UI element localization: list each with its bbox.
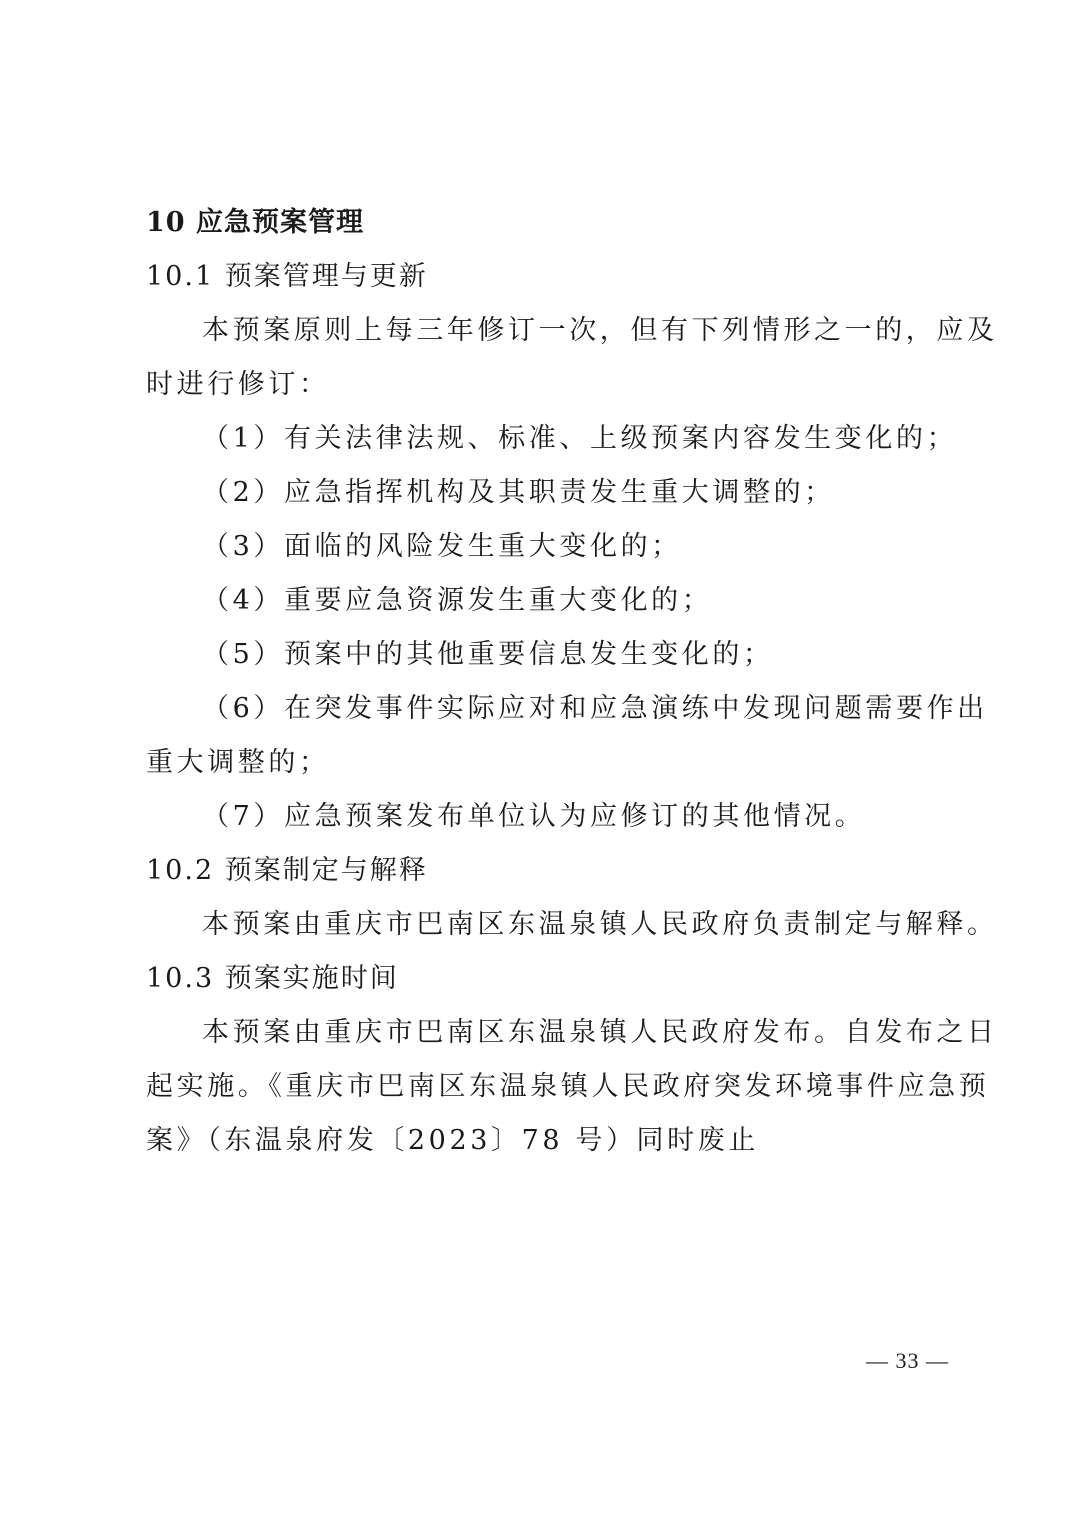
list-item-6-line-1: （6）在突发事件实际应对和应急演练中发现问题需要作出 — [202, 693, 988, 724]
document-body — [146, 196, 998, 1168]
paragraph-revision-line-1: 本预案原则上每三年修订一次，但有下列情形之一的，应及 — [202, 315, 998, 346]
list-item-7: （7）应急预案发布单位认为应修订的其他情况。 — [202, 801, 866, 832]
page-number: — 33 — — [866, 1348, 949, 1373]
list-item-3: （3）面临的风险发生重大变化的； — [202, 531, 682, 562]
subsection-title-10-3: 10.3 预案实施时间 — [146, 963, 399, 994]
list-item-1: （1）有关法律法规、标准、上级预案内容发生变化的； — [202, 423, 958, 454]
paragraph-revision-line-2: 时进行修订： — [146, 369, 330, 400]
paragraph-implementation-line-2: 起实施。《重庆市巴南区东温泉镇人民政府突发环境事件应急预 — [146, 1071, 990, 1102]
list-item-6-line-2: 重大调整的； — [146, 747, 330, 778]
paragraph-implementation-line-3: 案》（东温泉府发〔2023〕78 号）同时废止 — [146, 1125, 759, 1156]
section-title: 10 应急预案管理 — [146, 207, 364, 238]
list-item-2: （2）应急指挥机构及其职责发生重大调整的； — [202, 477, 835, 508]
subsection-title-10-1: 10.1 预案管理与更新 — [146, 261, 428, 292]
paragraph-interpretation: 本预案由重庆市巴南区东温泉镇人民政府负责制定与解释。 — [202, 909, 998, 940]
list-item-4: （4）重要应急资源发生重大变化的； — [202, 585, 713, 616]
list-item-5: （5）预案中的其他重要信息发生变化的； — [202, 639, 774, 670]
subsection-title-10-2: 10.2 预案制定与解释 — [146, 855, 428, 886]
paragraph-implementation-line-1: 本预案由重庆市巴南区东温泉镇人民政府发布。自发布之日 — [202, 1017, 998, 1048]
